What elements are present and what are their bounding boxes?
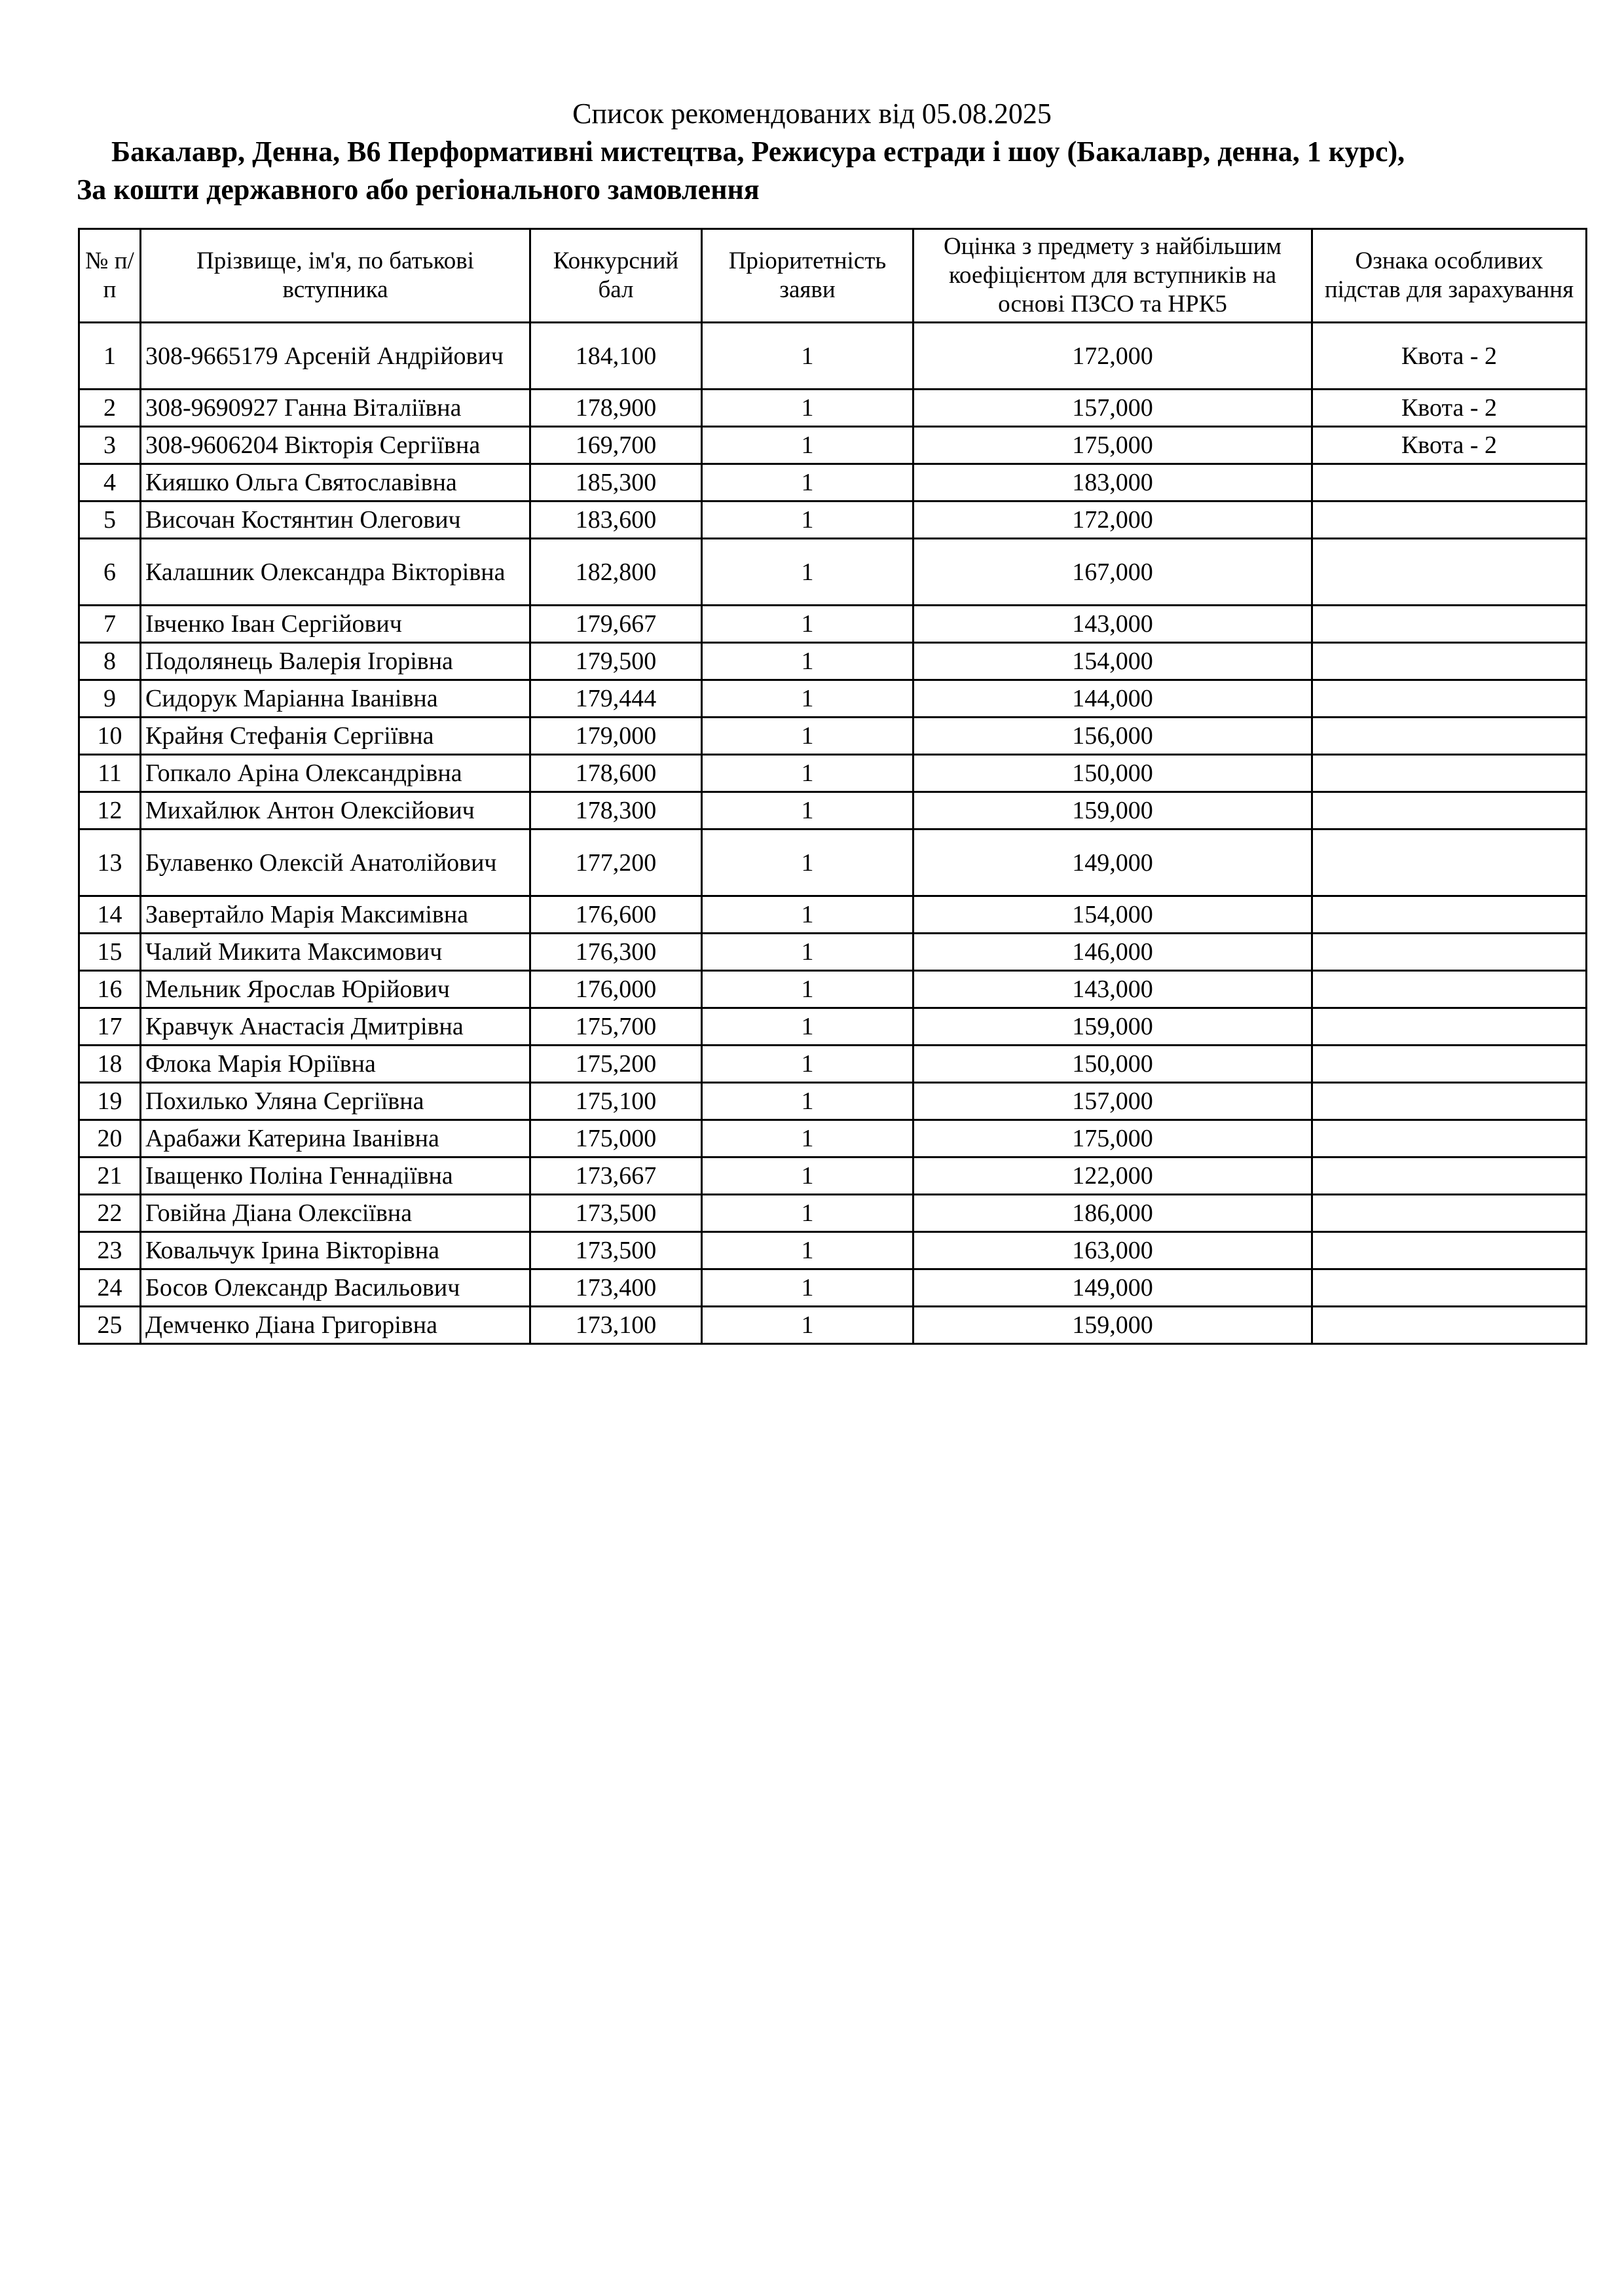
row-num-cell: 23 (79, 1232, 141, 1269)
application-priority-cell: 1 (702, 1232, 913, 1269)
subject-score-cell: 149,000 (913, 1269, 1312, 1307)
application-priority-cell: 1 (702, 792, 913, 829)
subject-score-cell: 163,000 (913, 1232, 1312, 1269)
application-priority-cell: 1 (702, 1269, 913, 1307)
application-priority-cell: 1 (702, 1008, 913, 1046)
row-num-cell: 2 (79, 390, 141, 427)
subject-score-cell: 172,000 (913, 323, 1312, 390)
special-grounds-cell (1312, 896, 1587, 934)
program-subtitle: Бакалавр, Денна, B6 Перформативні мистецтва, Режисура естради і шоу (Бакалавр, денна, 1 курс), (111, 136, 1405, 168)
row-num-cell: 16 (79, 971, 141, 1008)
applicant-name-cell: 308-9690927 Ганна Віталіївна (141, 390, 530, 427)
subject-score-cell: 157,000 (913, 390, 1312, 427)
subject-score-cell: 150,000 (913, 755, 1312, 792)
row-num-cell: 25 (79, 1307, 141, 1344)
special-grounds-cell (1312, 1046, 1587, 1083)
subject-score-cell: 172,000 (913, 501, 1312, 539)
competitive-score-cell: 169,700 (530, 427, 702, 464)
subject-score-cell: 154,000 (913, 643, 1312, 680)
application-priority-cell: 1 (702, 934, 913, 971)
subject-score-cell: 157,000 (913, 1083, 1312, 1120)
special-grounds-cell (1312, 1083, 1587, 1120)
subject-score-cell: 175,000 (913, 427, 1312, 464)
application-priority-cell: 1 (702, 1046, 913, 1083)
competitive-score-cell: 173,400 (530, 1269, 702, 1307)
row-num-cell: 21 (79, 1157, 141, 1195)
competitive-score-cell: 175,100 (530, 1083, 702, 1120)
table-row (79, 896, 1587, 934)
applicant-name-cell: Іващенко Поліна Геннадіївна (141, 1157, 530, 1195)
competitive-score-cell: 175,700 (530, 1008, 702, 1046)
subject-score-cell: 159,000 (913, 1307, 1312, 1344)
competitive-score-cell: 173,500 (530, 1195, 702, 1232)
applicant-name-cell: Подолянець Валерія Ігорівна (141, 643, 530, 680)
application-priority-cell: 1 (702, 501, 913, 539)
table-row (79, 1269, 1587, 1307)
row-num-cell: 15 (79, 934, 141, 971)
competitive-score-cell: 178,900 (530, 390, 702, 427)
row-num-cell: 14 (79, 896, 141, 934)
table-row (79, 427, 1587, 464)
header-subject-score: Оцінка з предмету з найбільшим коефіцієнтом для вступників на основі ПЗСО та НРК5 (913, 229, 1312, 323)
header-special-grounds: Ознака особливих підстав для зарахування (1312, 229, 1587, 323)
application-priority-cell: 1 (702, 1307, 913, 1344)
applicant-name-cell: Височан Костянтин Олегович (141, 501, 530, 539)
row-num-cell: 12 (79, 792, 141, 829)
row-num-cell: 13 (79, 829, 141, 896)
table-row (79, 680, 1587, 718)
applicant-name-cell: Сидорук Маріанна Іванівна (141, 680, 530, 718)
competitive-score-cell: 176,300 (530, 934, 702, 971)
special-grounds-cell (1312, 1232, 1587, 1269)
application-priority-cell: 1 (702, 971, 913, 1008)
application-priority-cell: 1 (702, 896, 913, 934)
subject-score-cell: 159,000 (913, 792, 1312, 829)
subject-score-cell: 149,000 (913, 829, 1312, 896)
row-num-cell: 8 (79, 643, 141, 680)
subject-score-cell: 143,000 (913, 606, 1312, 643)
applicant-name-cell: Говійна Діана Олексіївна (141, 1195, 530, 1232)
table-row (79, 464, 1587, 501)
subject-score-cell: 154,000 (913, 896, 1312, 934)
header-score: Конкурсний бал (530, 229, 702, 323)
special-grounds-cell (1312, 971, 1587, 1008)
applicant-name-cell: 308-9606204 Вікторія Сергіївна (141, 427, 530, 464)
application-priority-cell: 1 (702, 323, 913, 390)
table-row (79, 1232, 1587, 1269)
competitive-score-cell: 176,000 (530, 971, 702, 1008)
table-row (79, 501, 1587, 539)
special-grounds-cell: Квота - 2 (1312, 390, 1587, 427)
applicant-name-cell: Флока Марія Юріївна (141, 1046, 530, 1083)
row-num-cell: 5 (79, 501, 141, 539)
subject-score-cell: 144,000 (913, 680, 1312, 718)
row-num-cell: 9 (79, 680, 141, 718)
table-row (79, 1195, 1587, 1232)
special-grounds-cell (1312, 829, 1587, 896)
row-num-cell: 22 (79, 1195, 141, 1232)
application-priority-cell: 1 (702, 1083, 913, 1120)
special-grounds-cell (1312, 1195, 1587, 1232)
competitive-score-cell: 179,000 (530, 718, 702, 755)
special-grounds-cell (1312, 643, 1587, 680)
competitive-score-cell: 179,500 (530, 643, 702, 680)
applicant-name-cell: Босов Олександр Васильович (141, 1269, 530, 1307)
row-num-cell: 3 (79, 427, 141, 464)
subject-score-cell: 156,000 (913, 718, 1312, 755)
subject-score-cell: 150,000 (913, 1046, 1312, 1083)
table-row (79, 792, 1587, 829)
competitive-score-cell: 173,100 (530, 1307, 702, 1344)
subject-score-cell: 122,000 (913, 1157, 1312, 1195)
table-row (79, 971, 1587, 1008)
table-row (79, 643, 1587, 680)
subject-score-cell: 146,000 (913, 934, 1312, 971)
competitive-score-cell: 176,600 (530, 896, 702, 934)
header-name: Прізвище, ім'я, по батькові вступника (141, 229, 530, 323)
applicant-name-cell: Арабажи Катерина Іванівна (141, 1120, 530, 1157)
application-priority-cell: 1 (702, 718, 913, 755)
special-grounds-cell (1312, 1008, 1587, 1046)
document-title: Список рекомендованих від 05.08.2025 (572, 98, 1052, 130)
application-priority-cell: 1 (702, 390, 913, 427)
special-grounds-cell (1312, 1157, 1587, 1195)
application-priority-cell: 1 (702, 464, 913, 501)
applicant-name-cell: Чалий Микита Максимович (141, 934, 530, 971)
special-grounds-cell (1312, 1120, 1587, 1157)
subject-score-cell: 159,000 (913, 1008, 1312, 1046)
row-num-cell: 17 (79, 1008, 141, 1046)
row-num-cell: 6 (79, 539, 141, 606)
table-row (79, 718, 1587, 755)
competitive-score-cell: 183,600 (530, 501, 702, 539)
application-priority-cell: 1 (702, 1120, 913, 1157)
applicant-name-cell: Івченко Іван Сергійович (141, 606, 530, 643)
special-grounds-cell (1312, 934, 1587, 971)
competitive-score-cell: 175,200 (530, 1046, 702, 1083)
table-row (79, 606, 1587, 643)
competitive-score-cell: 179,667 (530, 606, 702, 643)
competitive-score-cell: 178,600 (530, 755, 702, 792)
subject-score-cell: 186,000 (913, 1195, 1312, 1232)
special-grounds-cell (1312, 1307, 1587, 1344)
special-grounds-cell (1312, 755, 1587, 792)
table-header-row (79, 229, 1587, 323)
table-row (79, 390, 1587, 427)
table-row (79, 1307, 1587, 1344)
special-grounds-cell (1312, 792, 1587, 829)
competitive-score-cell: 178,300 (530, 792, 702, 829)
competitive-score-cell: 173,500 (530, 1232, 702, 1269)
table-row (79, 1157, 1587, 1195)
table-body (79, 323, 1587, 1344)
competitive-score-cell: 185,300 (530, 464, 702, 501)
competitive-score-cell: 173,667 (530, 1157, 702, 1195)
applicant-name-cell: Демченко Діана Григорівна (141, 1307, 530, 1344)
table-row (79, 1046, 1587, 1083)
competitive-score-cell: 184,100 (530, 323, 702, 390)
special-grounds-cell: Квота - 2 (1312, 323, 1587, 390)
competitive-score-cell: 177,200 (530, 829, 702, 896)
applicant-name-cell: Михайлюк Антон Олексійович (141, 792, 530, 829)
applicant-name-cell: Мельник Ярослав Юрійович (141, 971, 530, 1008)
competitive-score-cell: 182,800 (530, 539, 702, 606)
application-priority-cell: 1 (702, 427, 913, 464)
application-priority-cell: 1 (702, 680, 913, 718)
special-grounds-cell (1312, 539, 1587, 606)
row-num-cell: 20 (79, 1120, 141, 1157)
competitive-score-cell: 175,000 (530, 1120, 702, 1157)
table-row (79, 539, 1587, 606)
application-priority-cell: 1 (702, 606, 913, 643)
application-priority-cell: 1 (702, 755, 913, 792)
table-row (79, 1008, 1587, 1046)
application-priority-cell: 1 (702, 1157, 913, 1195)
row-num-cell: 11 (79, 755, 141, 792)
special-grounds-cell (1312, 464, 1587, 501)
subject-score-cell: 143,000 (913, 971, 1312, 1008)
row-num-cell: 10 (79, 718, 141, 755)
subject-score-cell: 183,000 (913, 464, 1312, 501)
special-grounds-cell (1312, 606, 1587, 643)
application-priority-cell: 1 (702, 829, 913, 896)
applicant-name-cell: Ковальчук Ірина Вікторівна (141, 1232, 530, 1269)
table-row (79, 934, 1587, 971)
special-grounds-cell (1312, 1269, 1587, 1307)
applicant-name-cell: Кияшко Ольга Святославівна (141, 464, 530, 501)
row-num-cell: 7 (79, 606, 141, 643)
application-priority-cell: 1 (702, 539, 913, 606)
applicant-name-cell: Крайня Стефанія Сергіївна (141, 718, 530, 755)
applicant-name-cell: Похилько Уляна Сергіївна (141, 1083, 530, 1120)
recommended-list-table (78, 228, 1587, 1345)
applicant-name-cell: Гопкало Аріна Олександрівна (141, 755, 530, 792)
special-grounds-cell: Квота - 2 (1312, 427, 1587, 464)
table-row (79, 1083, 1587, 1120)
applicant-name-cell: Булавенко Олексій Анатолійович (141, 829, 530, 896)
applicant-name-cell: 308-9665179 Арсеній Андрійович (141, 323, 530, 390)
special-grounds-cell (1312, 718, 1587, 755)
subject-score-cell: 167,000 (913, 539, 1312, 606)
row-num-cell: 4 (79, 464, 141, 501)
special-grounds-cell (1312, 680, 1587, 718)
table-row (79, 1120, 1587, 1157)
subject-score-cell: 175,000 (913, 1120, 1312, 1157)
row-num-cell: 24 (79, 1269, 141, 1307)
application-priority-cell: 1 (702, 1195, 913, 1232)
table-row (79, 323, 1587, 390)
header-num: № п/п (79, 229, 141, 323)
row-num-cell: 1 (79, 323, 141, 390)
row-num-cell: 19 (79, 1083, 141, 1120)
table-row (79, 755, 1587, 792)
applicant-name-cell: Калашник Олександра Вікторівна (141, 539, 530, 606)
special-grounds-cell (1312, 501, 1587, 539)
table-row (79, 829, 1587, 896)
header-priority: Пріоритетність заяви (702, 229, 913, 323)
row-num-cell: 18 (79, 1046, 141, 1083)
application-priority-cell: 1 (702, 643, 913, 680)
applicant-name-cell: Кравчук Анастасія Дмитрівна (141, 1008, 530, 1046)
funding-subtitle: За кошти державного або регіонального замовлення (77, 173, 760, 206)
applicant-name-cell: Завертайло Марія Максимівна (141, 896, 530, 934)
competitive-score-cell: 179,444 (530, 680, 702, 718)
